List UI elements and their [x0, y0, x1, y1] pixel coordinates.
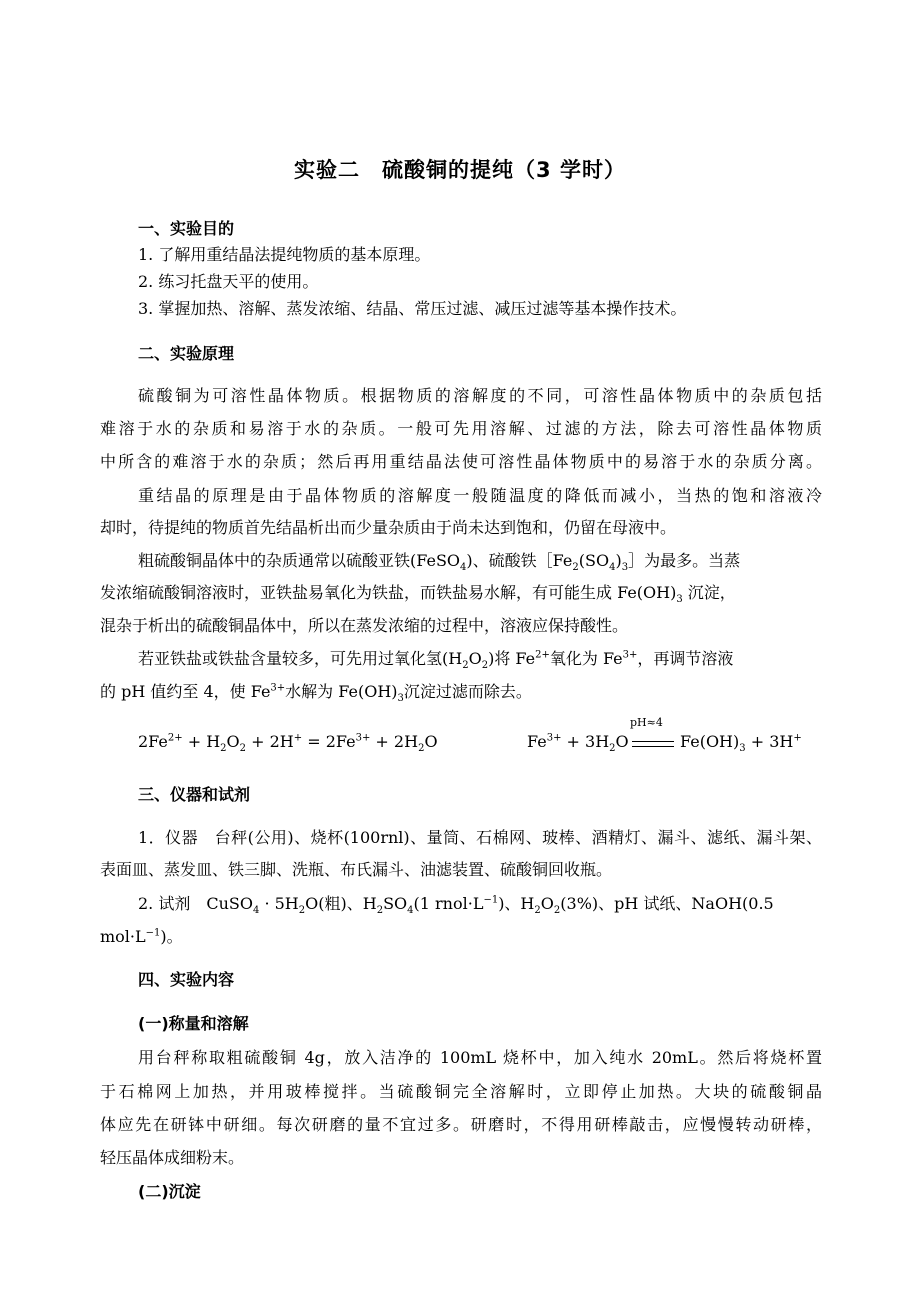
section-heading-principle: 二、实验原理	[138, 344, 235, 363]
purpose-item-2: 2. 练习托盘天平的使用。	[138, 272, 319, 291]
equation-hydrolysis-left: $Fe^{3+} + 3H_2O$	[527, 732, 629, 755]
section-heading-procedure: 四、实验内容	[138, 970, 235, 989]
apparatus-line-1: 1．仪器 台秤(公用)、烧杯(100rnl)、量筒、石棉网、玻棒、酒精灯、漏斗、滤纸、漏斗架、	[138, 828, 822, 847]
principle-p2-line-2: 却时，待提纯的物质首先结晶析出而少量杂质由于尚未达到饱和，仍留在母液中。	[100, 518, 677, 537]
procedure-p1-line-2: 于石棉网上加热，并用玻棒搅拌。当硫酸铜完全溶解时，立即停止加热。大块的硫酸铜晶	[100, 1082, 822, 1101]
section-heading-purpose: 一、实验目的	[138, 219, 235, 238]
equation-hydrolysis-right: $Fe(OH)_3 + 3H^+$	[680, 732, 802, 755]
apparatus-line-2: 表面皿、蒸发皿、铁三脚、洗瓶、布氏漏斗、油滤装置、硫酸铜回收瓶。	[100, 860, 613, 879]
reagents-line-2: $mol\cdot L^{-1}$)。	[100, 927, 183, 946]
principle-p2-line-1: 重结晶的原理是由于晶体物质的溶解度一般随温度的降低而减小，当热的饱和溶液冷	[138, 486, 822, 505]
procedure-p1-line-3: 体应先在研钵中研细。每次研磨的量不宜过多。研磨时，不得用研棒敲击，应慢慢转动研棒，	[100, 1115, 822, 1134]
purpose-item-3: 3. 掌握加热、溶解、蒸发浓缩、结晶、常压过滤、减压过滤等基本操作技术。	[138, 299, 687, 318]
purpose-item-1: 1. 了解用重结晶法提纯物质的基本原理。	[138, 245, 431, 264]
principle-p1-line-3: 中所含的难溶于水的杂质；然后再用重结晶法使可溶性晶体物质中的易溶于水的杂质分离。	[100, 452, 822, 471]
subsection-weighing: (一)称量和溶解	[138, 1014, 249, 1033]
principle-p3-line-1: 粗硫酸铜晶体中的杂质通常以硫酸亚铁(FeSO$_4$)、硫酸铁$[Fe_2(SO_4)_3]$为最多。当蒸	[138, 551, 741, 574]
equation-oxidation: $2Fe^{2+} + H_2O_2 + 2H^+ = 2Fe^{3+} + 2H_2O$	[138, 732, 438, 755]
principle-p3-line-2: 发浓缩硫酸铜溶液时，亚铁盐易氧化为铁盐，而铁盐易水解，有可能生成 $Fe(OH)_3$ 沉淀，	[100, 583, 736, 606]
procedure-p1-line-1: 用台秤称取粗硫酸铜 4g，放入洁净的 100mL 烧杯中，加入纯水 20mL。然后将烧杯置	[138, 1048, 822, 1067]
page-title: 实验二 硫酸铜的提纯（3 学时）	[294, 158, 626, 182]
principle-p3-line-3: 混杂于析出的硫酸铜晶体中，所以在蒸发浓缩的过程中，溶液应保持酸性。	[100, 616, 629, 635]
section-heading-apparatus: 三、仪器和试剂	[138, 785, 251, 804]
reagents-line-1: 2. 试剂 CuSO$_4$ · $5H_2O$(粗)、$H_2SO_4(1$ $rnol\cdot L^{-1}$)、$H_2O_2(3\%)$、pH 试纸、NaOH(0.5	[138, 894, 774, 917]
equation-double-bar	[632, 741, 674, 747]
principle-p4-line-2: 的 pH 值约至 4，使 $Fe^{3+}$水解为 $Fe(OH)_3$沉淀过滤而除去。	[100, 682, 532, 705]
principle-p4-line-1: 若亚铁盐或铁盐含量较多，可先用过氧化氢$(H_2O_2)$将 $Fe^{2+}$氧化为 $Fe^{3+}$，再调节溶液	[138, 649, 734, 672]
equation-condition: pH≈4	[630, 716, 663, 729]
principle-p1-line-1: 硫酸铜为可溶性晶体物质。根据物质的溶解度的不同，可溶性晶体物质中的杂质包括	[138, 386, 822, 405]
subsection-precipitation: (二)沉淀	[138, 1182, 201, 1201]
procedure-p1-line-4: 轻压晶体成细粉末。	[100, 1148, 245, 1167]
principle-p1-line-2: 难溶于水的杂质和易溶于水的杂质。一般可先用溶解、过滤的方法，除去可溶性晶体物质	[100, 419, 822, 438]
